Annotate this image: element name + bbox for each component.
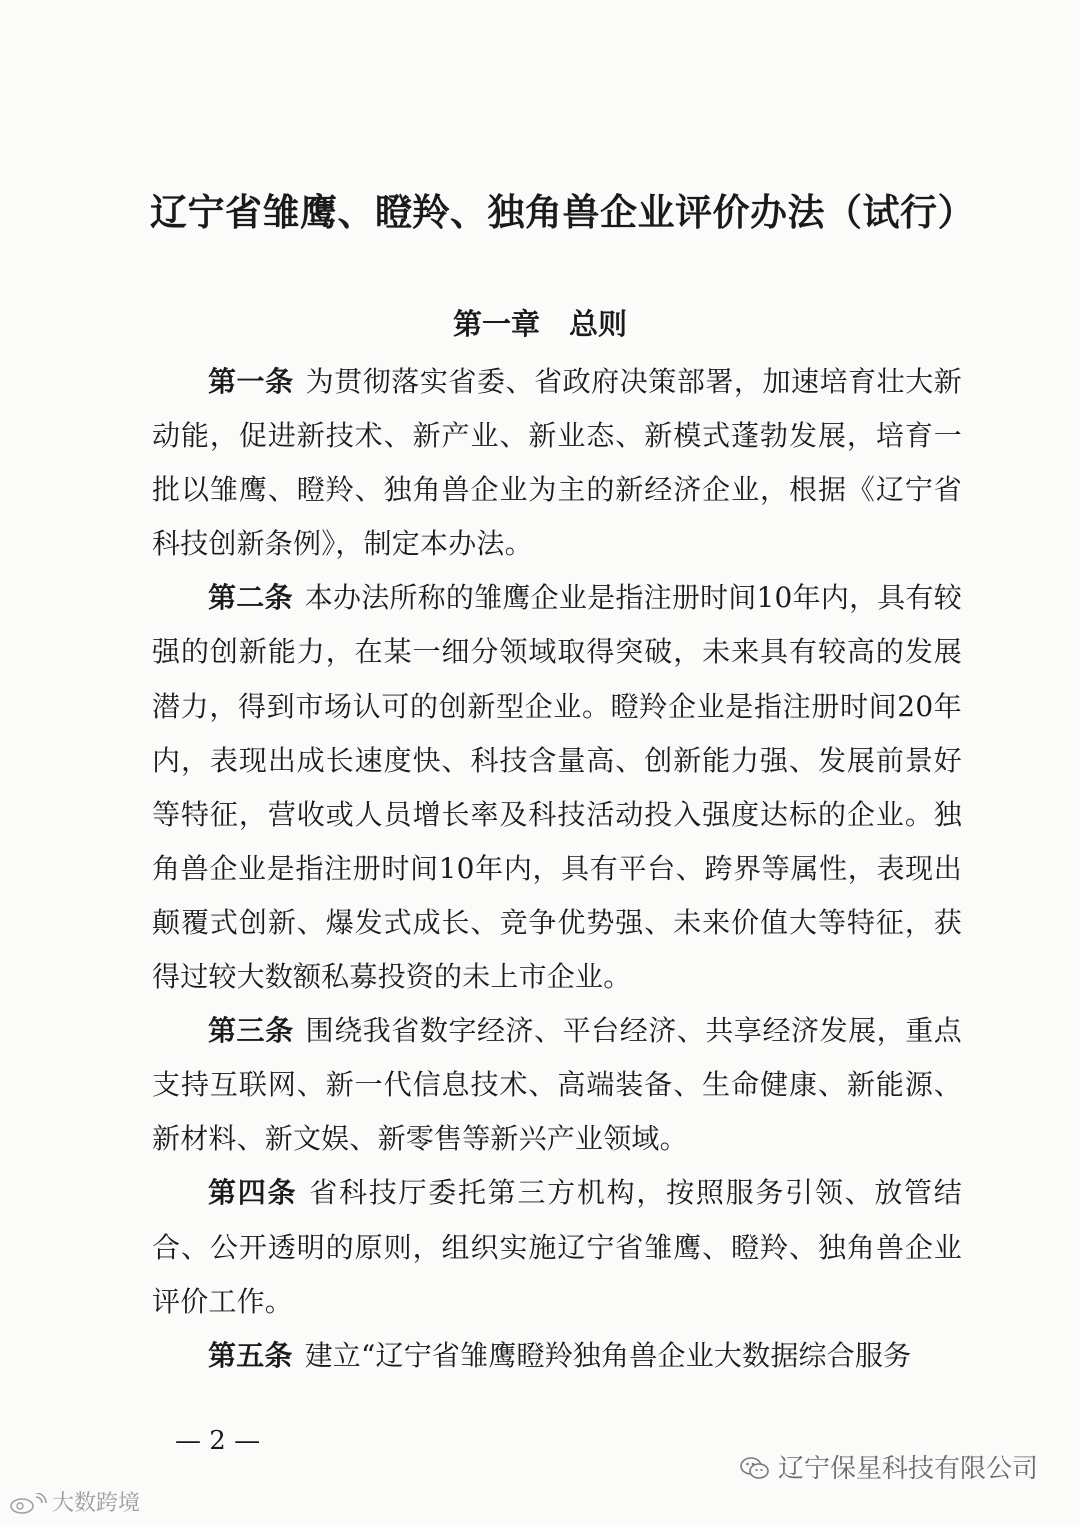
watermark-wechat bbox=[740, 1452, 1038, 1486]
document-title: 辽宁省雏鹰、瞪羚、独角兽企业评价办法（试行） bbox=[150, 191, 975, 234]
wechat-icon bbox=[740, 1456, 770, 1482]
article-text: 本办法所称的雏鹰企业是指注册时间10年内，具有较强的创新能力，在某一细分领域取得突破，未来具有较高的发展潜力，得到市场认可的创新型企业。瞪羚企业是指注册时间20年内，表现出成长速度快、科技含量高、创新能力强、发展前景好等特征，营收或人员增长率及科技活动投入强度达标的企业。独角兽企业是指注册时间10年内，具有平台、跨界等属性，表现出颠覆式创新、爆发式成长、竞争优势强、未来价值大等特征，获得过较大数额私募投资的未上市企业。 bbox=[152, 581, 962, 994]
article-heading: 第三条 bbox=[208, 1014, 294, 1048]
article-heading: 第一条 bbox=[208, 365, 294, 398]
page-number: — 2 — bbox=[175, 1426, 261, 1456]
article-text: 为贯彻落实省委、省政府决策部署，加速培育壮大新动能，促进新技术、新产业、新业态、新模式蓬勃发展，培育一批以雏鹰、瞪羚、独角兽企业为主的新经济企业，根据《辽宁省科技创新条例》，制定本办法。 bbox=[152, 365, 962, 561]
article-1 bbox=[152, 355, 962, 571]
watermark-weibo bbox=[8, 1490, 140, 1518]
weibo-icon bbox=[8, 1493, 48, 1515]
watermark-right-text: 辽宁保星科技有限公司 bbox=[778, 1454, 1039, 1484]
article-4 bbox=[152, 1166, 962, 1328]
article-heading: 第五条 bbox=[208, 1338, 293, 1372]
article-heading: 第四条 bbox=[208, 1176, 298, 1210]
article-heading: 第二条 bbox=[208, 581, 293, 615]
article-5 bbox=[152, 1329, 962, 1383]
chapter-heading: 第一章 总则 bbox=[452, 307, 627, 341]
article-3 bbox=[152, 1004, 962, 1166]
watermark-left-text: 大数跨境 bbox=[52, 1491, 141, 1516]
article-text: 围绕我省数字经济、平台经济、共享经济发展，重点支持互联网、新一代信息技术、高端装备、生命健康、新能源、新材料、新文娱、新零售等新兴产业领域。 bbox=[152, 1014, 962, 1156]
document-body bbox=[152, 355, 962, 1383]
article-2 bbox=[152, 571, 962, 1004]
article-text: 建立“辽宁省雏鹰瞪羚独角兽企业大数据综合服务 bbox=[304, 1338, 912, 1372]
article-text: 省科技厅委托第三方机构，按照服务引领、放管结合、公开透明的原则，组织实施辽宁省雏鹰、瞪羚、独角兽企业评价工作。 bbox=[152, 1176, 962, 1318]
